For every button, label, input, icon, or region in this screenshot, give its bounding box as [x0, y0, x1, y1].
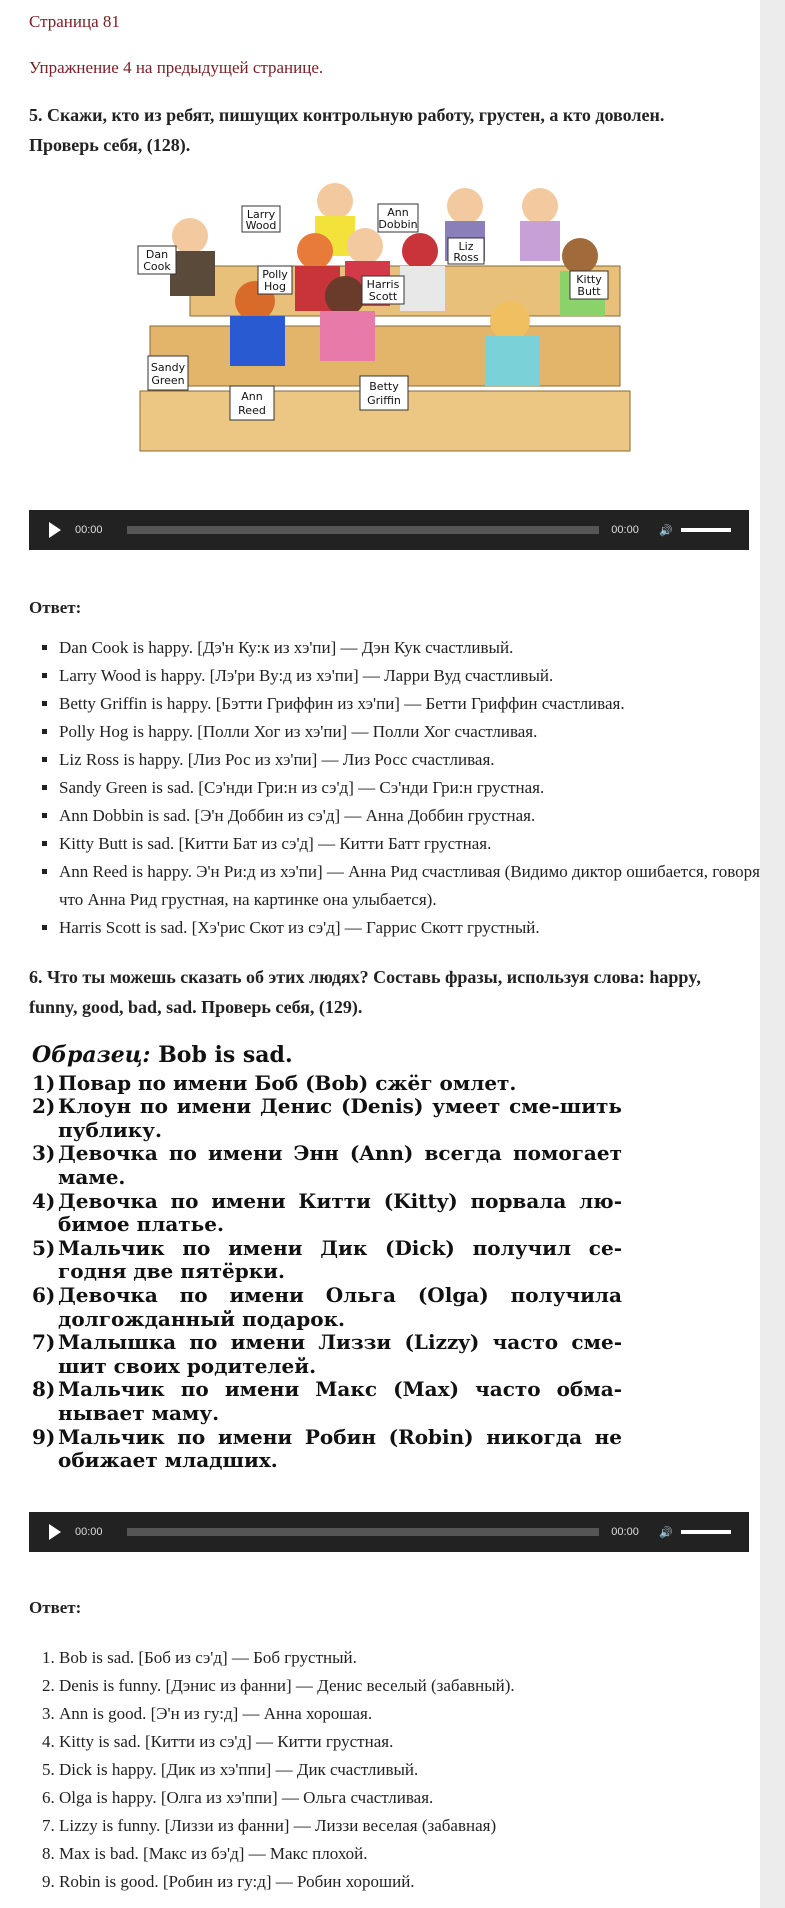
list-item: ▪ Ann Reed is happy. Э'н Ри:д из хэ'пи] — Анна Рид счастливая (Видимо диктор ошибается, говоря что Анна Рид грустная, на картинке она улыбается).: [59, 858, 779, 914]
sample-text: Bob is sad.: [158, 1042, 293, 1068]
classroom-illustration: [130, 176, 655, 466]
item-number: 4): [32, 1188, 56, 1213]
sample-label: Образец:: [32, 1042, 151, 1068]
answers-5-list: [29, 634, 779, 942]
exercise-item: [32, 1190, 622, 1237]
audio-player-1: [29, 510, 749, 550]
svg-text:Scott: Scott: [368, 290, 398, 303]
svg-text:Ross: Ross: [453, 251, 479, 264]
duration: 00:00: [611, 524, 639, 536]
volume-slider[interactable]: [681, 1530, 731, 1534]
svg-text:Reed: Reed: [238, 404, 266, 417]
list-item: 1. Bob is sad. [Боб из сэ'д] — Боб грустный.: [59, 1644, 779, 1672]
volume-icon[interactable]: 🔊: [659, 1526, 673, 1539]
svg-text:Dobbin: Dobbin: [378, 218, 418, 231]
svg-text:Wood: Wood: [245, 219, 277, 232]
list-item: 4. Kitty is sad. [Китти из сэ'д] — Китти грустная.: [59, 1728, 779, 1756]
svg-text:Cook: Cook: [143, 260, 171, 273]
item-text: Мальчик по имени Робин (Robin) никогда не обижает младших.: [58, 1424, 622, 1473]
item-text: Девочка по имени Ольга (Olga) получила долгожданный подарок.: [58, 1282, 622, 1331]
svg-text:Harris: Harris: [366, 278, 400, 291]
svg-text:Polly: Polly: [262, 268, 288, 281]
item-number: 7): [32, 1330, 56, 1355]
answer-label-1: Ответ:: [29, 598, 82, 617]
svg-text:Butt: Butt: [577, 285, 601, 298]
list-item: ▪ Kitty Butt is sad. [Китти Бат из сэ'д] — Китти Батт грустная.: [59, 830, 779, 858]
item-text: Малышка по имени Лиззи (Lizzy) часто сме-шит своих родителей.: [58, 1330, 622, 1378]
item-number: 3): [32, 1141, 56, 1166]
progress-bar[interactable]: [127, 1528, 599, 1536]
item-number: 5): [32, 1235, 56, 1260]
volume-slider[interactable]: [681, 528, 731, 532]
item-text: Мальчик по имени Дик (Dick) получил се-годня две пятёрки.: [58, 1235, 622, 1284]
list-item: 3. Ann is good. [Э'н из гу:д] — Анна хорошая.: [59, 1700, 779, 1728]
list-item: ▪ Liz Ross is happy. [Лиз Рос из хэ'пи] — Лиз Росс счастливая.: [59, 746, 779, 774]
current-time: 00:00: [75, 1526, 103, 1538]
list-item: ▪ Dan Cook is happy. [Дэ'н Ку:к из хэ'пи] — Дэн Кук счастливый.: [59, 634, 779, 662]
answer-label-2: Ответ:: [29, 1598, 82, 1617]
answers-6-list: [29, 1644, 779, 1896]
list-item: 5. Dick is happy. [Дик из хэ'ппи] — Дик счастливый.: [59, 1756, 779, 1784]
list-item: 9. Robin is good. [Робин из гу:д] — Робин хороший.: [59, 1868, 779, 1896]
task-6-heading: 6. Что ты можешь сказать об этих людях? Составь фразы, используя слова: happy, funny, good, bad, sad. Проверь себя, (129).: [29, 967, 701, 1017]
svg-text:Sandy: Sandy: [150, 361, 186, 374]
svg-text:Griffin: Griffin: [367, 394, 401, 407]
item-text: Мальчик по имени Макс (Max) часто обма-нывает маму.: [58, 1377, 622, 1425]
exercise-item: [32, 1426, 622, 1473]
item-number: 9): [32, 1424, 56, 1449]
exercise-item: [32, 1284, 622, 1331]
play-icon[interactable]: [49, 1524, 61, 1540]
svg-text:Hog: Hog: [264, 280, 286, 293]
list-item: ▪ Harris Scott is sad. [Хэ'рис Скот из сэ'д] — Гаррис Скотт грустный.: [59, 914, 779, 942]
svg-text:Ann: Ann: [241, 390, 263, 403]
list-item: ▪ Polly Hog is happy. [Полли Хог из хэ'пи] — Полли Хог счастливая.: [59, 718, 779, 746]
list-item: ▪ Ann Dobbin is sad. [Э'н Доббин из сэ'д] — Анна Доббин грустная.: [59, 802, 779, 830]
duration: 00:00: [611, 1526, 639, 1538]
current-time: 00:00: [75, 524, 103, 536]
item-number: 1): [32, 1070, 56, 1095]
item-text: Клоун по имени Денис (Denis) умеет сме-шить публику.: [58, 1094, 622, 1142]
item-number: 2): [32, 1094, 56, 1119]
progress-bar[interactable]: [127, 526, 599, 534]
svg-text:Ann: Ann: [387, 206, 409, 219]
list-item: ▪ Sandy Green is sad. [Сэ'нди Гри:н из сэ'д] — Сэ'нди Гри:н грустная.: [59, 774, 779, 802]
exercise-item: [32, 1378, 622, 1425]
play-icon[interactable]: [49, 522, 61, 538]
audio-player-2: [29, 1512, 749, 1552]
page-link[interactable]: Страница 81: [29, 12, 120, 31]
exercise-item: [32, 1142, 622, 1189]
item-text: Девочка по имени Китти (Kitty) порвала лю-бимое платье.: [58, 1188, 622, 1237]
svg-text:Green: Green: [151, 374, 185, 387]
item-text: Повар по имени Боб (Bob) сжёг омлет.: [58, 1070, 517, 1095]
exercise-item: [32, 1072, 622, 1096]
volume-icon[interactable]: 🔊: [659, 524, 673, 537]
svg-text:Dan: Dan: [145, 248, 169, 261]
item-number: 8): [32, 1377, 56, 1402]
item-number: 6): [32, 1282, 56, 1307]
exercise-item: [32, 1237, 622, 1284]
list-item: 2. Denis is funny. [Дэнис из фанни] — Денис веселый (забавный).: [59, 1672, 779, 1700]
previous-exercise-link[interactable]: Упражнение 4 на предыдущей странице.: [29, 58, 324, 77]
svg-text:Larry: Larry: [246, 208, 276, 221]
exercise-item: [32, 1331, 622, 1378]
side-gutter: [760, 0, 785, 1908]
svg-text:Liz: Liz: [458, 240, 474, 253]
item-text: Девочка по имени Энн (Ann) всегда помогает маме.: [58, 1141, 622, 1189]
list-item: ▪ Betty Griffin is happy. [Бэтти Гриффин из хэ'пи] — Бетти Гриффин счастливая.: [59, 690, 779, 718]
list-item: 7. Lizzy is funny. [Лиззи из фанни] — Лиззи веселая (забавная): [59, 1812, 779, 1840]
svg-text:Kitty: Kitty: [576, 273, 602, 286]
list-item: 6. Olga is happy. [Олга из хэ'ппи] — Ольга счастливая.: [59, 1784, 779, 1812]
svg-text:Betty: Betty: [369, 380, 399, 393]
task-5-heading: 5. Скажи, кто из ребят, пишущих контрольную работу, грустен, а кто доволен. Проверь себя, (128).: [29, 105, 665, 155]
list-item: 8. Max is bad. [Макс из бэ'д] — Макс плохой.: [59, 1840, 779, 1868]
sample-line: [32, 1044, 622, 1068]
exercise-item: [32, 1095, 622, 1142]
list-item: ▪ Larry Wood is happy. [Лэ'ри Ву:д из хэ'пи] — Ларри Вуд счастливый.: [59, 662, 779, 690]
exercise-scan: [32, 1044, 622, 1473]
